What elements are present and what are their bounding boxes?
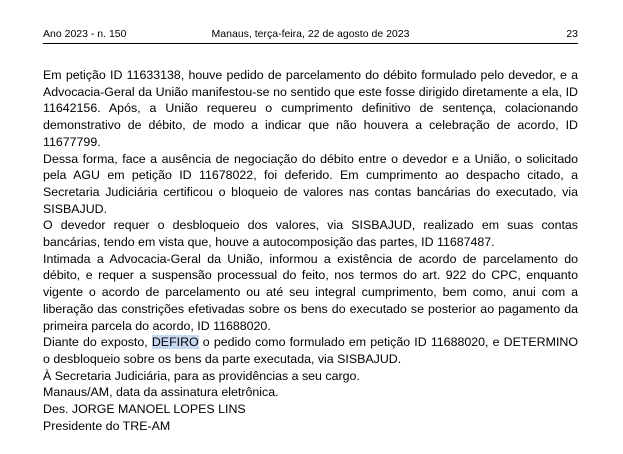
paragraph-decision: Dessa forma, face a ausência de negociação do débito entre o devedor e a União, o solicitado pela AGU em petição ID 11678022, foi deferido. Em cumprimento ao despacho citado, a Secretaria Judiciária certificou o bloqueio de valores nas contas bancárias do executado, via SISBAJUD. [43,151,578,216]
page-header [43,27,578,41]
ruling-text-before: Diante do exposto, [43,335,152,350]
document-body [43,67,578,434]
place-date-label: Manaus, terça-feira, 22 de agosto de 2023 [211,28,410,40]
paragraph-agu-info: Intimada a Advocacia-Geral da União, informou a existência de acordo de parcelamento do débito, e requer a suspensão processual do feito, nos termos do art. 922 do CPC, enquanto vigente o acordo de parcelamento ou até seu integral cumprimento, bem como, anui com a liberação das constrições efetivadas sobre os bens do executado se posterior ao pagamento da primeira parcela do acordo, ID 11688020. [43,251,578,333]
paragraph-secretaria: À Secretaria Judiciária, para as providências a seu cargo. [43,368,360,383]
paragraph-debtor-request: O devedor requer o desbloqueio dos valores, via SISBAJUD, realizado em suas contas bancárias, tendo em vista que, houve a autocomposição das partes, ID 11687487. [43,218,578,250]
page-number: 23 [566,28,578,40]
header-divider [43,43,578,44]
edition-label: Ano 2023 - n. 150 [43,28,127,40]
paragraph-ruling [43,334,578,367]
paragraph-date-place: Manaus/AM, data da assinatura eletrônica. [43,385,279,400]
ruling-text-after: o pedido como formulado em petição ID 11688020, e DETERMINO o desbloqueio sobre os bens da parte executada, via SISBAJUD. [43,335,578,366]
highlighted-word[interactable]: DEFIRO [151,335,199,350]
signatory-title: Presidente do TRE-AM [43,418,171,433]
paragraph-petition: Em petição ID 11633138, houve pedido de parcelamento do débito formulado pelo devedor, e a Advocacia-Geral da União manifestou-se no sentido que este fosse dirigido diretamente a ela, ID 11642156. Após, a União requereu o cumprimento definitivo de sentença, colacionando demonstrativo de débito, de modo a indicar que não houvera a celebração de acordo, ID 11677799. [43,68,578,149]
signatory-name: Des. JORGE MANOEL LOPES LINS [43,402,246,417]
